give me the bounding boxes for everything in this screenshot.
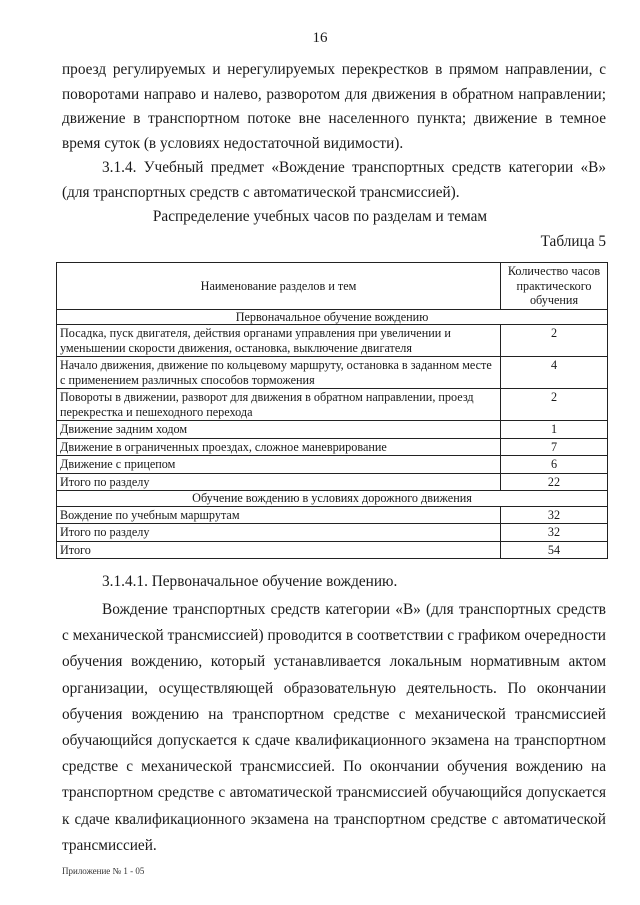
table-row: [57, 421, 608, 439]
page-number: 16: [312, 30, 328, 46]
table-row: [57, 389, 608, 421]
table-header-row: [57, 263, 608, 310]
topic-hours: 7: [501, 438, 608, 456]
intro-paragraph: проезд регулируемых и нерегулируемых перекрестков в прямом направлении, с поворотами направо и налево, разворотом для движения в обратном направлении; движение в транспортном потоке вне населенного пункта; движение в темное время суток (в условиях недостаточной видимости).: [62, 61, 606, 152]
subtotal-label: Итого по разделу: [57, 473, 501, 491]
hours-table: [56, 262, 608, 559]
topic-hours: 6: [501, 456, 608, 474]
table-row: [57, 456, 608, 474]
section-title: Обучение вождению в условиях дорожного движения: [57, 491, 608, 507]
subject-heading: 3.1.4. Учебный предмет «Вождение транспортных средств категории «В» (для транспортных средств с автоматической трансмиссией).: [62, 159, 606, 201]
topic-hours: 2: [501, 325, 608, 357]
table-caption: Таблица 5: [540, 233, 606, 250]
topic-hours: 2: [501, 389, 608, 421]
topic-hours: 4: [501, 357, 608, 389]
subtotal-label: Итого по разделу: [57, 524, 501, 542]
subtotal-row: [57, 473, 608, 491]
subsection-heading: 3.1.4.1. Первоначальное обучение вождению.: [102, 573, 398, 590]
section-title: Первоначальное обучение вождению: [57, 309, 608, 325]
topic-name: Начало движения, движение по кольцевому маршруту, остановка в заданном месте с применением различных способов торможения: [57, 357, 501, 389]
table-row: [57, 506, 608, 524]
total-hours: 54: [501, 541, 608, 559]
topic-hours: 32: [501, 506, 608, 524]
col-name-header: Наименование разделов и тем: [57, 263, 501, 310]
topic-name: Повороты в движении, разворот для движения в обратном направлении, проезд перекрестка и пешеходного перехода: [57, 389, 501, 421]
topic-name: Движение задним ходом: [57, 421, 501, 439]
section-row: [57, 309, 608, 325]
table-row: [57, 325, 608, 357]
subtotal-hours: 32: [501, 524, 608, 542]
topic-name: Вождение по учебным маршрутам: [57, 506, 501, 524]
col-hours-header: Количество часов практического обучения: [501, 263, 608, 310]
total-label: Итого: [57, 541, 501, 559]
body-paragraph: Вождение транспортных средств категории «В» (для транспортных средств с механической трансмиссией) проводится в соответствии с графиком очередности обучения вождению, который устанавливается локальным нормативным актом организации, осуществляющей образовательную деятельность. По окончании обучения вождению на транспортном средстве с механической трансмиссией обучающийся допускается к сдаче квалификационного экзамена на транспортном средстве с механической трансмиссией. По окончании обучения вождению на транспортном средстве с автоматической трансмиссией обучающийся допускается к сдаче квалификационного экзамена на транспортном средстве с автоматической трансмиссией.: [62, 601, 606, 854]
total-row: [57, 541, 608, 559]
topic-name: Движение в ограниченных проездах, сложное маневрирование: [57, 438, 501, 456]
subtotal-row: [57, 524, 608, 542]
section-row: [57, 491, 608, 507]
distribution-title: Распределение учебных часов по разделам и темам: [152, 208, 488, 225]
footer-note: Приложение № 1 - 05: [62, 866, 145, 876]
topic-name: Посадка, пуск двигателя, действия органами управления при увеличении и уменьшении скорости движения, остановка, выключение двигателя: [57, 325, 501, 357]
topic-hours: 1: [501, 421, 608, 439]
subtotal-hours: 22: [501, 473, 608, 491]
table-row: [57, 357, 608, 389]
topic-name: Движение с прицепом: [57, 456, 501, 474]
table-row: [57, 438, 608, 456]
